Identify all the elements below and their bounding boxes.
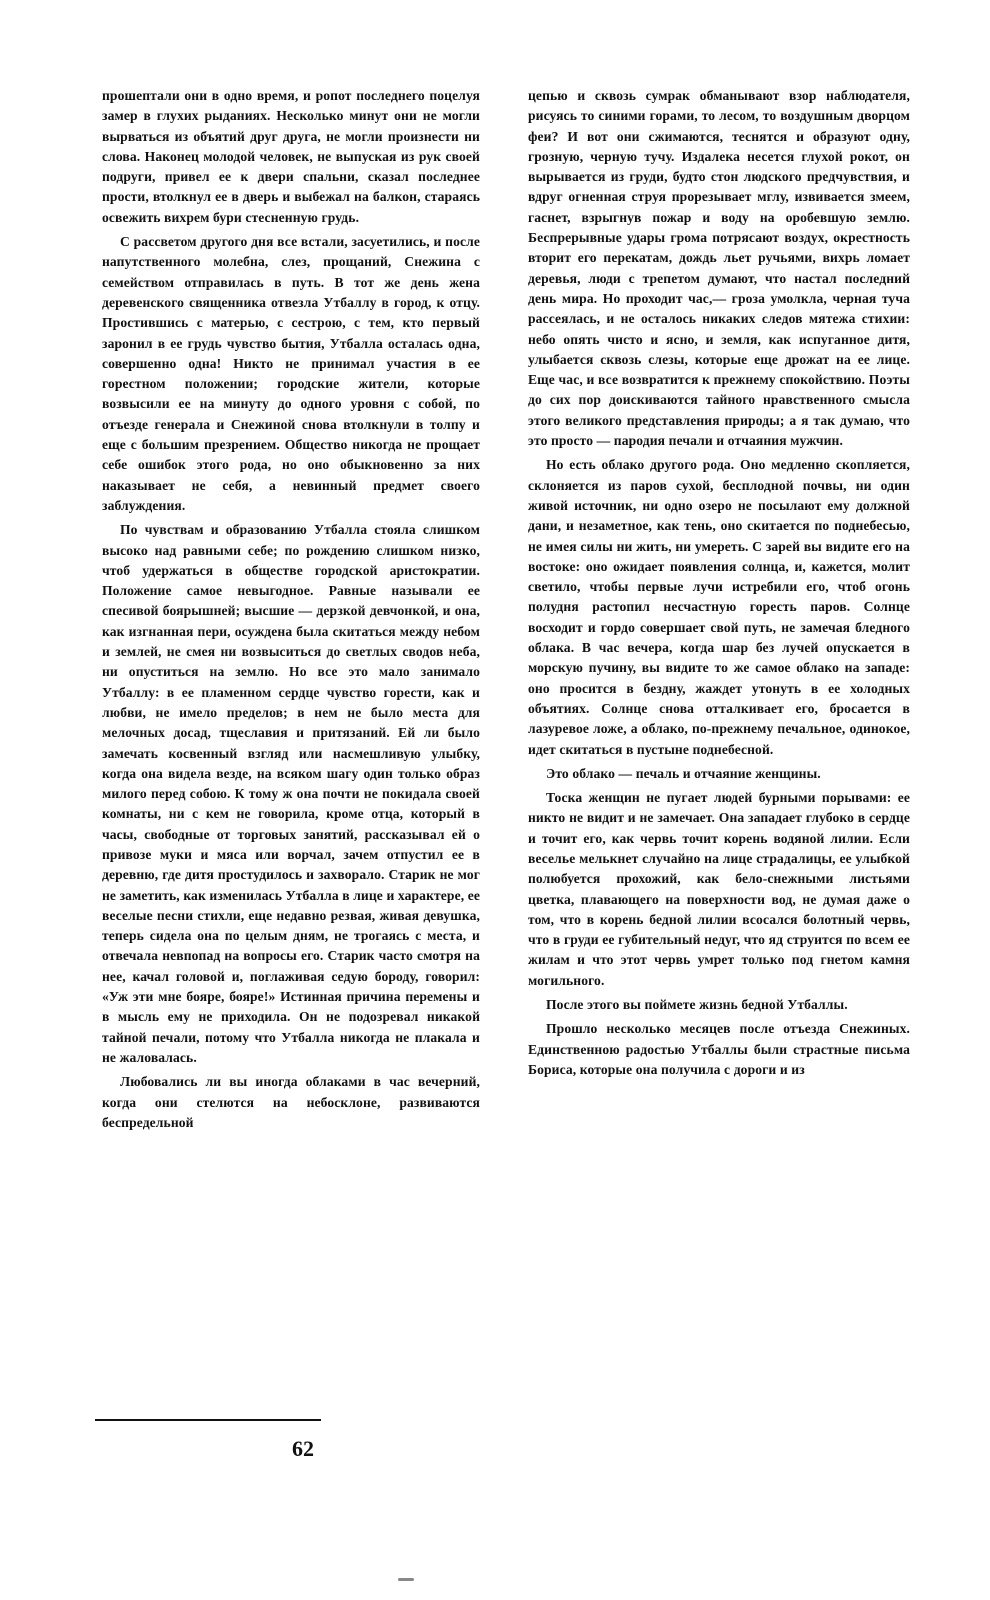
paragraph: После этого вы поймете жизнь бедной Утбаллы. <box>546 997 848 1013</box>
footer-rule <box>95 1419 321 1421</box>
right-text-column <box>528 86 910 1080</box>
page-number: 62 <box>292 1436 314 1461</box>
paragraph: цепью и сквозь сумрак обманывают взор наблюдателя, рисуясь то синими горами, то лесом, то воздушным дворцом феи? И вот они сжимаются, теснятся и образуют одну, грозную, черную тучу. Издалека несется глухой рокот, он вырывается из груди, будто стон людского предчувствия, и вдруг огненная струя прорезывает мглу, извивается змеем, гаснет, взрыгнув пожар и воду на оробевшую землю. Беспрерывные удары грома потрясают воздух, окрестность вторит его перекатам, дождь льет ручьями, вихрь ломает деревья, люди с трепетом думают, что настал последний день мира. Но проходит час,— гроза умолкла, черная туча рассеялась, и не осталось никаких следов мятежа стихии: небо опять чисто и ясно, и земля, как испуганное дитя, улыбается сквозь слезы, которые еще дрожат на ее лице. Еще час, и все возвратится к прежнему спокойствию. Поэты до сих пор доискиваются тайного нравственного смысла этого великого представления природы; а я так думаю, что это просто — пародия печали и отчаяния мужчин. <box>528 88 910 449</box>
paragraph: Тоска женщин не пугает людей бурными порывами: ее никто не видит и не замечает. Она западает глубоко в сердце и точит его, как червь точит корень водяной лилии. Если веселье мелькнет случайно на лице страдалицы, ее улыбкой полюбуется прохожий, как бело-снежными листьями цветка, плавающего на поверхности вод, не думая даже о том, что в корень бедной лилии всосался болотный червь, что в груди ее губительный недуг, что яд струится по всем ее жилам и что этот червь умрет только под гнетом камня могильного. <box>528 790 910 988</box>
left-text-column <box>102 86 480 1133</box>
paragraph: Любовались ли вы иногда облаками в час вечерний, когда они стелются на небосклоне, развиваются беспредельной <box>102 1074 480 1130</box>
scan-mark <box>398 1578 414 1581</box>
paragraph: По чувствам и образованию Утбалла стояла слишком высоко над равными себе; по рождению слишком низко, чтоб удержаться в обществе городской аристократии. Положение самое невыгодное. Равные называли ее спесивой боярышней; высшие — дерзкой девчонкой, и она, как изгнанная пери, осуждена была скитаться между небом и землей, не смея ни возвыситься до светлых сводов неба, ни опуститься на землю. Но все это мало занимало Утбаллу: в ее пламенном сердце чувство горести, как и любви, не имело пределов; в нем не было места для мелочных досад, тщеславия и притязаний. Ей ли было замечать косвенный взгляд или насмешливую улыбку, когда она видела везде, на всяком шагу один только образ милого перед собою. К тому ж она почти не покидала своей комнаты, ни с кем не говорила, кроме отца, который в часы, свободные от торговых занятий, рассказывал ей о привозе муки и мяса или ворчал, зачем отпустил ее в деревню, где дитя простудилось и захворало. Старик не мог не заметить, как изменилась Утбалла в лице и характере, ее веселые песни стихли, еще недавно резвая, живая девушка, теперь сидела она по целым дням, не трогаясь с места, и отвечала невпопад на вопросы его. Старик часто смотря на нее, качал головой и, поглаживая седую бороду, говорил: «Уж эти мне бояре, бояре!» Истинная причина перемены и в мысль ему не приходила. Он не подозревал никакой тайной печали, потому что Утбалла никогда не плакала и не жаловалась. <box>102 522 480 1065</box>
paragraph: прошептали они в одно время, и ропот последнего поцелуя замер в глухих рыданиях. Несколько минут они не могли вырваться из объятий друг друга, не могли произнести ни слова. Наконец молодой человек, не выпуская из рук своей подруги, привел ее к двери спальни, сказал последнее прости, втолкнул ее в дверь и выбежал на балкон, стараясь освежить вихрем бури стесненную грудь. <box>102 88 480 225</box>
paragraph: Прошло несколько месяцев после отъезда Снежиных. Единственною радостью Утбаллы были страстные письма Бориса, которые она получила с дороги и из <box>528 1021 910 1077</box>
paragraph: Но есть облако другого рода. Оно медленно скопляется, склоняется из паров сухой, бесплодной почвы, ни один живой источник, ни одно озеро не посылают ему должной дани, и незаметное, как тень, оно скитается по поднебесью, не имея силы ни жить, ни умереть. С зарей вы видите его на востоке: оно ожидает появления солнца, и, кажется, молит светило, чтобы первые лучи истребили его, чтоб огонь полудня растопил несчастную горесть паров. Солнце восходит и гордо совершает свой путь, не замечая бледного облака. В час вечера, когда шар без лучей опускается в морскую пучину, вы видите то же самое облако на западе: оно просится в бездну, жаждет утонуть в ее холодных объятиях. Солнце снова отталкивает его, бросается в лазуревое ложе, а облако, по-прежнему печальное, одинокое, идет скитаться в пустыне поднебесной. <box>528 457 910 757</box>
paragraph: С рассветом другого дня все встали, засуетились, и после напутственного молебна, слез, прощаний, Снежина с семейством отправилась в путь. В тот же день жена деревенского священника отвезла Утбаллу в город, к отцу. Простившись с матерью, с сестрою, с тем, кто первый заронил в ее грудь чувство бытия, Утбалла осталась одна, совершенно одна! Никто не принимал участия в ее горестном положении; городские жители, которые возвысили ее на минуту до одного уровня с собой, по отъезде генерала и Снежиной снова втолкнули в толпу и еще с большим презрением. Общество никогда не прощает себе ошибок этого рода, но оно обыкновенно за них наказывает не себя, а невинный предмет своего заблуждения. <box>102 234 480 513</box>
paragraph: Это облако — печаль и отчаяние женщины. <box>546 765 821 781</box>
